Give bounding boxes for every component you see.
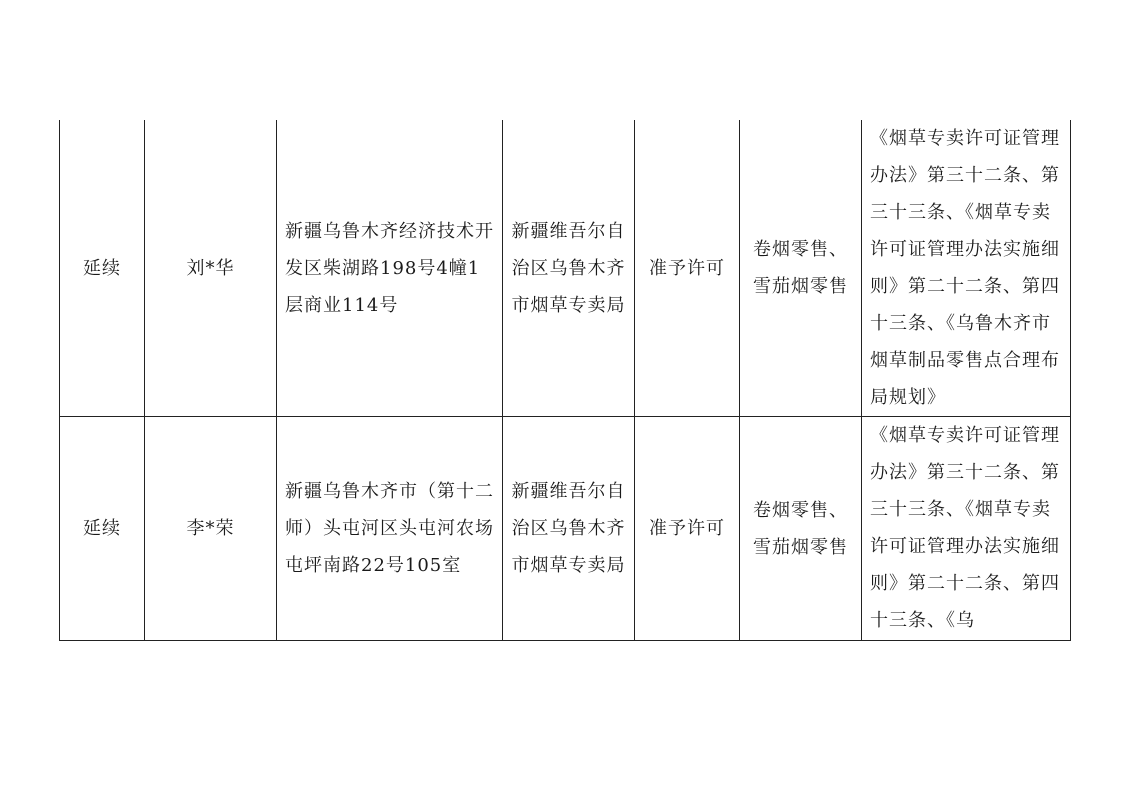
permit-type-cell: 延续 xyxy=(60,120,145,417)
legal-basis-text: 《烟草专卖许可证管理办法》第三十二条、第三十三条、《烟草专卖许可证管理办法实施细则》第二十二条、第四十三条、《乌 xyxy=(870,425,1060,631)
applicant-name-cell: 刘*华 xyxy=(145,120,277,417)
issuing-authority-cell: 新疆维吾尔自治区乌鲁木齐市烟草专卖局 xyxy=(503,120,635,417)
legal-basis-cell xyxy=(862,417,1071,641)
business-scope-cell: 卷烟零售、雪茄烟零售 xyxy=(740,417,862,641)
issuing-authority-cell: 新疆维吾尔自治区乌鲁木齐市烟草专卖局 xyxy=(503,417,635,641)
table-row xyxy=(60,120,1071,417)
permit-type-cell: 延续 xyxy=(60,417,145,641)
decision-cell: 准予许可 xyxy=(635,417,740,641)
permit-table xyxy=(59,120,1071,641)
business-address-cell: 新疆乌鲁木齐经济技术开发区柴湖路198号4幢1层商业114号 xyxy=(277,120,503,417)
table-row xyxy=(60,417,1071,641)
decision-cell: 准予许可 xyxy=(635,120,740,417)
applicant-name-cell: 李*荣 xyxy=(145,417,277,641)
legal-basis-cell: 《烟草专卖许可证管理办法》第三十二条、第三十三条、《烟草专卖许可证管理办法实施细则》第二十二条、第四十三条、《乌鲁木齐市烟草制品零售点合理布局规划》 xyxy=(862,120,1071,417)
business-scope-cell: 卷烟零售、雪茄烟零售 xyxy=(740,120,862,417)
business-address-cell: 新疆乌鲁木齐市（第十二师）头屯河区头屯河农场屯坪南路22号105室 xyxy=(277,417,503,641)
